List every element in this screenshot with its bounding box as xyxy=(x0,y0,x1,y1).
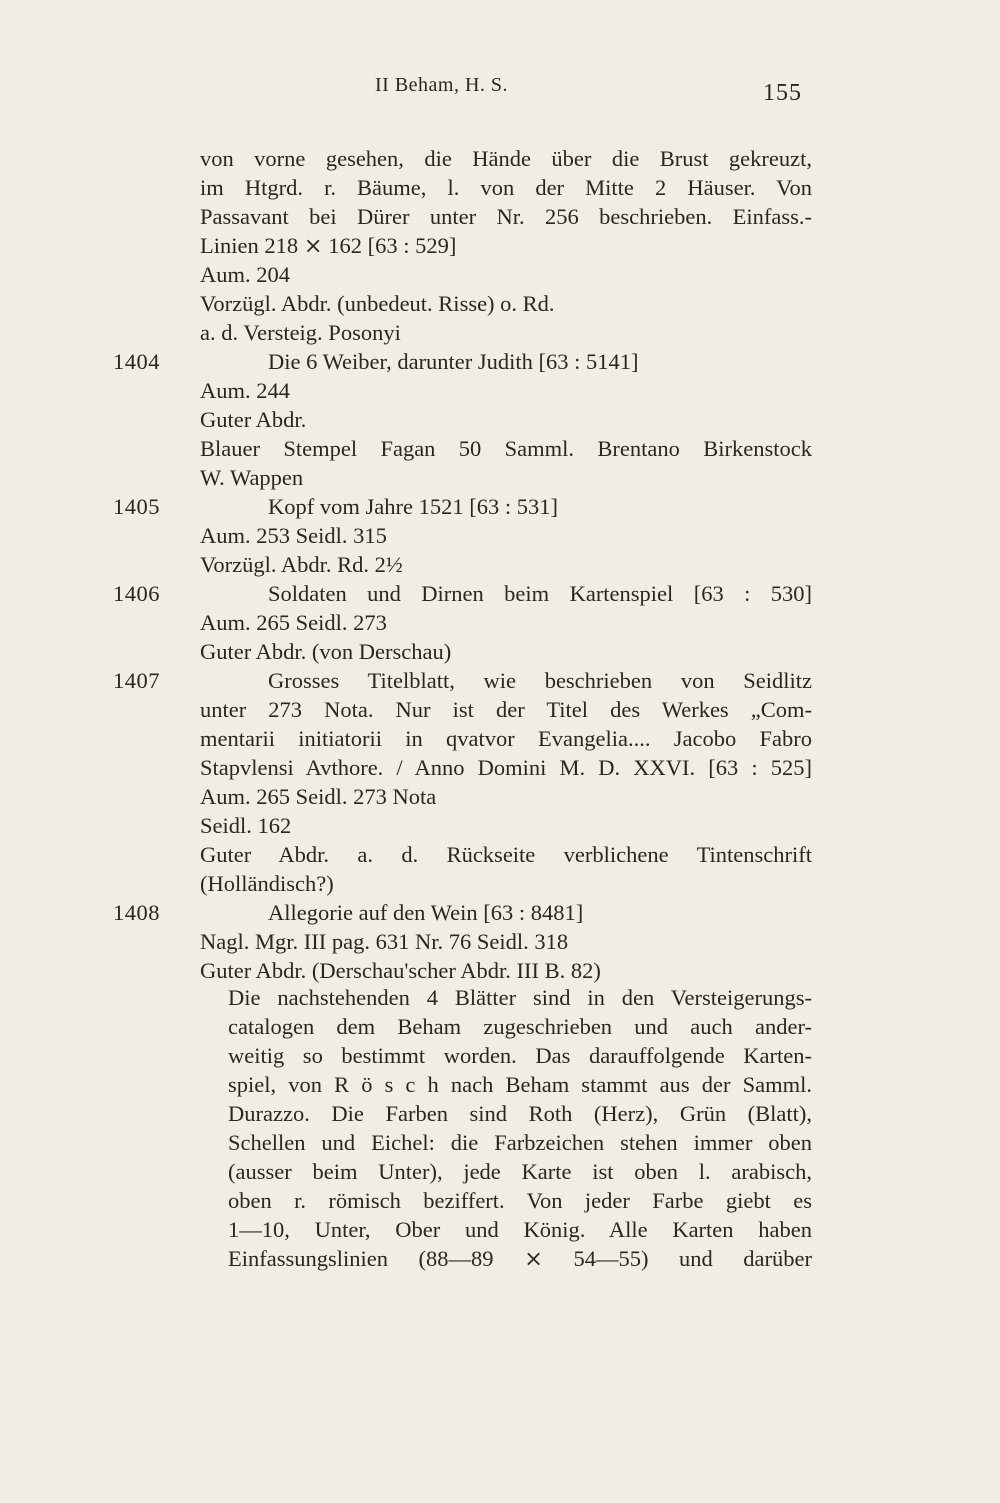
catalogue-entry-line xyxy=(0,608,1000,637)
entry-text: Nagl. Mgr. III pag. 631 Nr. 76 Seidl. 318 xyxy=(200,929,569,954)
entry-text: Vorzügl. Abdr. (unbedeut. Risse) o. Rd. xyxy=(200,291,555,316)
editorial-note xyxy=(0,983,1000,1273)
entry-text: Aum. 253 Seidl. 315 xyxy=(200,523,387,548)
entry-title: Allegorie auf den Wein [63 : 8481] xyxy=(268,900,584,925)
catalogue-entry-line xyxy=(0,782,1000,811)
catalogue-entry-line xyxy=(0,463,1000,492)
catalogue-entry-line xyxy=(0,869,1000,898)
note-line xyxy=(0,1012,1000,1041)
note-text: Einfassungslinien (88—89 ⨯ 54—55) und darüber xyxy=(228,1246,812,1271)
catalogue-entry-line xyxy=(0,724,1000,753)
catalogue-entry-line xyxy=(0,260,1000,289)
entry-text: Passavant bei Dürer unter Nr. 256 beschrieben. Einfass.- xyxy=(200,204,812,229)
entry-text: Guter Abdr. (Derschau'scher Abdr. III B. 82) xyxy=(200,958,601,983)
entry-number: 1406 xyxy=(113,581,160,606)
entry-text: von vorne gesehen, die Hände über die Brust gekreuzt, xyxy=(200,146,812,171)
entry-text: W. Wappen xyxy=(200,465,304,490)
note-line xyxy=(0,1070,1000,1099)
page-number: 155 xyxy=(763,80,802,106)
note-line xyxy=(0,1244,1000,1273)
entry-number: 1405 xyxy=(113,494,160,519)
entry-title: Die 6 Weiber, darunter Judith [63 : 5141] xyxy=(268,349,639,374)
entry-text: mentarii initiatorii in qvatvor Evangelia.... Jacobo Fabro xyxy=(200,726,812,751)
entry-title: Grosses Titelblatt, wie beschrieben von Seidlitz xyxy=(268,668,812,693)
entry-text: im Htgrd. r. Bäume, l. von der Mitte 2 Häuser. Von xyxy=(200,175,812,200)
note-text: 1—10, Unter, Ober und König. Alle Karten haben xyxy=(228,1217,812,1242)
entry-text: Stapvlensi Avthore. / Anno Domini M. D. XXVI. [63 : 525] xyxy=(200,755,812,780)
note-text: weitig so bestimmt worden. Das darauffolgende Karten- xyxy=(228,1043,812,1068)
catalogue-entry-line xyxy=(0,144,1000,173)
note-text: oben r. römisch beziffert. Von jeder Farbe giebt es xyxy=(228,1188,812,1213)
entry-text: Guter Abdr. a. d. Rückseite verblichene Tintenschrift xyxy=(200,842,812,867)
entry-text: Linien 218 ⨯ 162 [63 : 529] xyxy=(200,233,457,258)
catalogue-entry-line xyxy=(0,231,1000,260)
entry-text: Blauer Stempel Fagan 50 Samml. Brentano Birkenstock xyxy=(200,436,812,461)
catalogue-entry-line xyxy=(0,405,1000,434)
entry-title: Soldaten und Dirnen beim Kartenspiel [63 : 530] xyxy=(268,581,812,606)
entry-text: Guter Abdr. xyxy=(200,407,307,432)
catalogue-entry-line xyxy=(0,318,1000,347)
catalogue-entry-line xyxy=(0,289,1000,318)
note-line xyxy=(0,1099,1000,1128)
catalogue-entry-line xyxy=(0,695,1000,724)
catalogue-entry-line xyxy=(0,173,1000,202)
catalogue-entry-line xyxy=(0,376,1000,405)
catalogue-entry-head xyxy=(0,666,1000,695)
running-head: II Beham, H. S. xyxy=(375,74,509,96)
catalogue-entries xyxy=(0,144,1000,985)
catalogue-entry-line xyxy=(0,927,1000,956)
entry-number: 1408 xyxy=(113,900,160,925)
catalogue-entry-line xyxy=(0,956,1000,985)
catalogue-entry-head xyxy=(0,347,1000,376)
entry-text: Aum. 244 xyxy=(200,378,290,403)
note-line xyxy=(0,983,1000,1012)
catalogue-entry-line xyxy=(0,521,1000,550)
entry-text: a. d. Versteig. Posonyi xyxy=(200,320,401,345)
catalogue-entry-line xyxy=(0,753,1000,782)
catalogue-entry-line xyxy=(0,840,1000,869)
note-text: Die nachstehenden 4 Blätter sind in den Versteigerungs- xyxy=(228,985,812,1010)
note-line xyxy=(0,1041,1000,1070)
entry-text: Seidl. 162 xyxy=(200,813,292,838)
note-text: catalogen dem Beham zugeschrieben und auch ander- xyxy=(228,1014,812,1039)
entry-text: (Holländisch?) xyxy=(200,871,334,896)
catalogue-entry-head xyxy=(0,898,1000,927)
note-line xyxy=(0,1215,1000,1244)
catalogue-entry-line xyxy=(0,202,1000,231)
note-text: Schellen und Eichel: die Farbzeichen stehen immer oben xyxy=(228,1130,812,1155)
entry-text: Vorzügl. Abdr. Rd. 2½ xyxy=(200,552,403,577)
entry-number: 1407 xyxy=(113,668,160,693)
catalogue-entry-line xyxy=(0,637,1000,666)
note-line xyxy=(0,1186,1000,1215)
entry-title: Kopf vom Jahre 1521 [63 : 531] xyxy=(268,494,558,519)
note-line xyxy=(0,1128,1000,1157)
note-text: spiel, von R ö s c h nach Beham stammt aus der Samml. xyxy=(228,1072,812,1097)
catalogue-entry-head xyxy=(0,579,1000,608)
note-text: (ausser beim Unter), jede Karte ist oben l. arabisch, xyxy=(228,1159,812,1184)
entry-text: Aum. 265 Seidl. 273 Nota xyxy=(200,784,437,809)
entry-text: unter 273 Nota. Nur ist der Titel des Werkes „Com- xyxy=(200,697,812,722)
catalogue-entry-head xyxy=(0,492,1000,521)
entry-text: Aum. 265 Seidl. 273 xyxy=(200,610,387,635)
catalogue-entry-line xyxy=(0,811,1000,840)
entry-number: 1404 xyxy=(113,349,160,374)
catalogue-entry-line xyxy=(0,550,1000,579)
entry-text: Guter Abdr. (von Derschau) xyxy=(200,639,452,664)
note-line xyxy=(0,1157,1000,1186)
entry-text: Aum. 204 xyxy=(200,262,290,287)
catalogue-entry-line xyxy=(0,434,1000,463)
note-text: Durazzo. Die Farben sind Roth (Herz), Grün (Blatt), xyxy=(228,1101,812,1126)
